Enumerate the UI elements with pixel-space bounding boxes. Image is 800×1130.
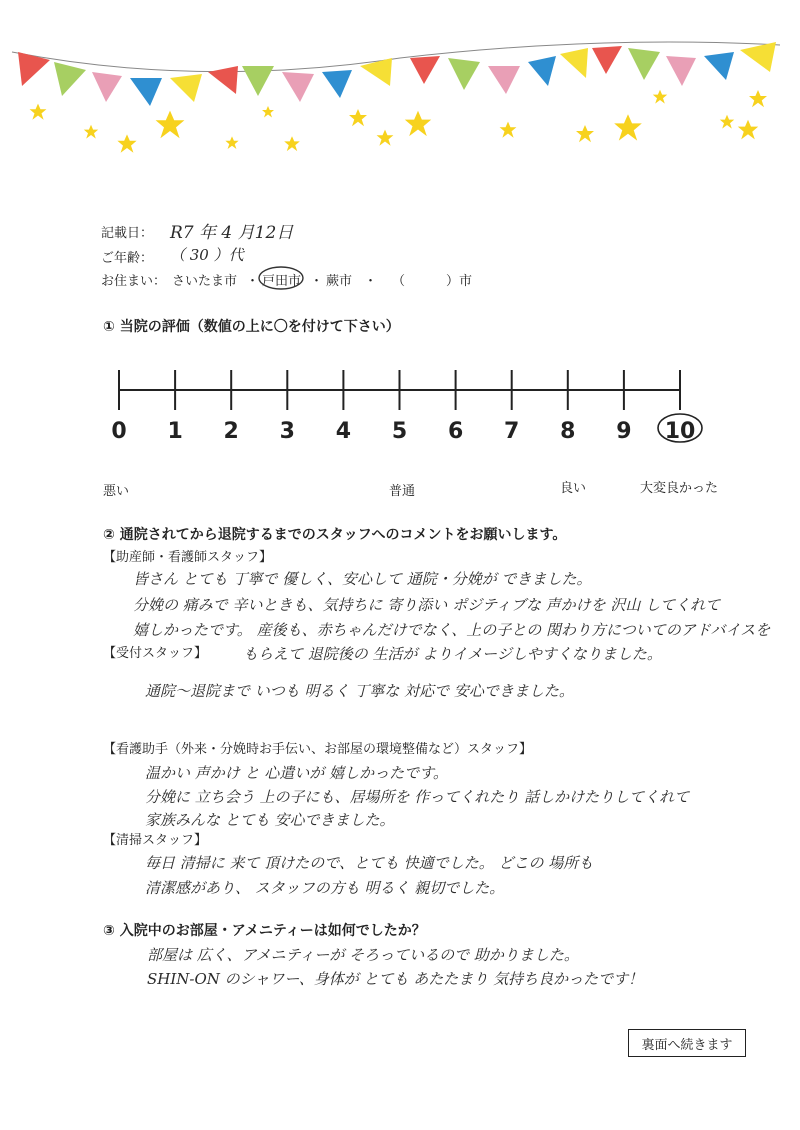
scale-number[interactable]: 5 xyxy=(391,419,408,444)
scale-number[interactable]: 3 xyxy=(279,419,295,444)
assistant-comment-line: 家族みんな とても 安心できました。 xyxy=(145,811,395,829)
assistant-comment-line: 分娩に 立ち会う 上の子にも、居場所を 作ってくれたり 話しかけたりしてくれて xyxy=(145,788,690,806)
star-icon xyxy=(576,125,594,142)
reception-label: 【受付スタッフ】 xyxy=(103,646,208,661)
star-icon xyxy=(738,120,758,140)
address-option-other-close: ）市 xyxy=(446,274,473,289)
midwife-comment-line: もらえて 退院後の 生活が よりイメージしやすくなりました。 xyxy=(243,645,662,663)
address-separator: ・ xyxy=(310,274,324,289)
star-icon xyxy=(225,136,238,149)
scale-label-normal: 普通 xyxy=(389,484,416,499)
scale-label-bad: 悪い xyxy=(103,484,130,499)
flag xyxy=(666,56,696,86)
flag xyxy=(130,78,162,106)
midwife-comment-line: 嬉しかったです。 産後も、赤ちゃんだけでなく、上の子との 関わり方についてのアドバイスを xyxy=(133,621,771,639)
cleaning-label: 【清掃スタッフ】 xyxy=(103,833,208,848)
scale-number[interactable]: 4 xyxy=(335,419,352,444)
date-value: R7 年 4 月12日 xyxy=(170,223,294,243)
scale-number[interactable]: 8 xyxy=(560,419,576,444)
assistant-comment-line: 温かい 声かけ と 心遣いが 嬉しかったです。 xyxy=(145,764,448,782)
flag xyxy=(92,72,122,102)
flag xyxy=(242,66,274,96)
star-decorations xyxy=(30,90,767,153)
room-comment-line: SHIN-ON のシャワー、身体が とても あたたまり 気持ち良かったです！ xyxy=(147,970,644,988)
age-value: （ 30 ）代 xyxy=(170,246,244,264)
star-icon xyxy=(84,125,98,139)
scale-number[interactable]: 0 xyxy=(111,419,127,444)
star-icon xyxy=(156,111,185,139)
flag xyxy=(448,58,480,90)
flag xyxy=(18,52,50,86)
address-option-warabi: 蕨市 xyxy=(326,274,353,289)
star-icon xyxy=(262,106,274,118)
star-icon xyxy=(614,114,642,140)
section2-title: ② 通院されてから退院するまでのスタッフへのコメントをお願いします。 xyxy=(103,527,567,543)
flag xyxy=(282,72,314,102)
age-label: ご年齢： xyxy=(101,251,154,266)
flag xyxy=(740,42,776,72)
section1-title: ① 当院の評価（数値の上に〇を付けて下さい） xyxy=(103,319,400,335)
scale-label-good: 良い xyxy=(560,481,587,496)
star-icon xyxy=(284,136,300,151)
flag xyxy=(410,56,440,84)
scale-number[interactable]: 6 xyxy=(447,419,464,444)
flag xyxy=(170,74,202,102)
flag xyxy=(208,66,238,94)
selected-score-circle xyxy=(658,414,702,442)
star-icon xyxy=(30,104,47,120)
address-selected-circle xyxy=(256,264,306,292)
address-option-saitama: さいたま市 xyxy=(172,274,238,289)
flag xyxy=(322,70,352,98)
star-icon xyxy=(653,90,667,104)
reception-comment-line: 通院～退院まで いつも 明るく 丁寧な 対応で 安心できました。 xyxy=(145,682,574,700)
address-separator: ・ xyxy=(246,274,260,289)
star-icon xyxy=(720,115,734,129)
continue-on-back-box: 裏面へ続きます xyxy=(628,1029,746,1057)
star-icon xyxy=(500,122,517,138)
address-label: お住まい： xyxy=(101,274,167,289)
scale-number[interactable]: 10 xyxy=(664,419,696,444)
star-icon xyxy=(405,111,431,136)
flag xyxy=(628,48,660,80)
room-comment-line: 部屋は 広く、アメニティーが そろっているので 助かりました。 xyxy=(147,946,579,964)
date-label: 記載日： xyxy=(101,226,154,241)
star-icon xyxy=(117,134,136,152)
star-icon xyxy=(377,130,394,146)
bunting-string xyxy=(12,42,780,72)
midwife-label: 【助産師・看護師スタッフ】 xyxy=(103,550,273,565)
flag xyxy=(592,46,622,74)
address-option-other-open: （ xyxy=(392,274,406,289)
address-separator: ・ xyxy=(364,274,378,289)
flag xyxy=(488,66,520,94)
address-option-toda: 戸田市 xyxy=(262,274,302,289)
midwife-comment-line: 皆さん とても 丁寧で 優しく、安心して 通院・分娩が できました。 xyxy=(133,570,592,588)
assistant-label: 【看護助手（外来・分娩時お手伝い、お部屋の環境整備など）スタッフ】 xyxy=(103,742,533,757)
scale-number[interactable]: 7 xyxy=(504,419,520,444)
scale-number[interactable]: 9 xyxy=(616,419,632,444)
flag xyxy=(360,58,392,86)
cleaning-comment-line: 清潔感があり、 スタッフの方も 明るく 親切でした。 xyxy=(145,879,505,897)
bunting-banner xyxy=(0,0,800,170)
scale-label-very-good: 大変良かった xyxy=(640,481,719,496)
flag xyxy=(528,56,556,86)
flag xyxy=(704,52,734,80)
cleaning-comment-line: 毎日 清掃に 来て 頂けたので、とても 快適でした。 どこの 場所も xyxy=(145,854,594,872)
midwife-comment-line: 分娩の 痛みで 辛いときも、気持ちに 寄り添い ポジティブな 声かけを 沢山 してくれて xyxy=(133,596,721,614)
star-icon xyxy=(749,90,767,107)
flag xyxy=(560,48,588,78)
section3-title: ③ 入院中のお部屋・アメニティーは如何でしたか？ xyxy=(103,923,426,939)
star-icon xyxy=(349,109,367,126)
scale-number[interactable]: 1 xyxy=(167,419,183,444)
flag xyxy=(54,62,86,96)
scale-number[interactable]: 2 xyxy=(223,419,239,444)
